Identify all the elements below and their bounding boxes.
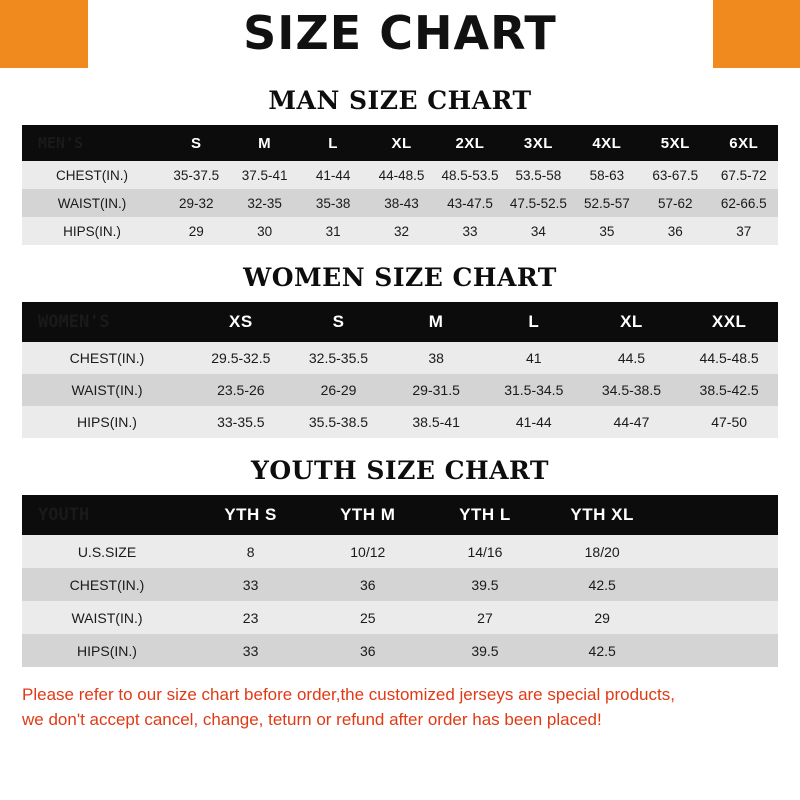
row-label: CHEST(IN.)	[22, 161, 162, 189]
table-cell: 43-47.5	[436, 189, 504, 217]
row-label: WAIST(IN.)	[22, 189, 162, 217]
table-cell: 44.5	[583, 342, 681, 374]
table-header-cell: S	[290, 302, 388, 342]
section-women	[0, 263, 800, 438]
table-cell	[661, 634, 778, 667]
table-cell: 35.5-38.5	[290, 406, 388, 438]
table-header-row	[22, 302, 778, 342]
row-label: WAIST(IN.)	[22, 374, 192, 406]
table-cell: 29.5-32.5	[192, 342, 290, 374]
table-header-cell: YTH S	[192, 495, 309, 535]
table-cell: 33	[436, 217, 504, 245]
table-cell: 58-63	[573, 161, 641, 189]
table-header-cell: YTH XL	[544, 495, 661, 535]
youth-size-table	[22, 495, 778, 667]
table-row	[22, 161, 778, 189]
table-row	[22, 535, 778, 568]
table-cell: 57-62	[641, 189, 709, 217]
table-cell: 38	[387, 342, 485, 374]
table-header-row	[22, 495, 778, 535]
table-cell: 41	[485, 342, 583, 374]
table-cell: 23.5-26	[192, 374, 290, 406]
table-header-cell: YTH L	[426, 495, 543, 535]
section-title-man: MAN SIZE CHART	[268, 86, 532, 115]
table-header-cell	[661, 495, 778, 535]
row-label: HIPS(IN.)	[22, 406, 192, 438]
table-cell: 10/12	[309, 535, 426, 568]
table-cell: 8	[192, 535, 309, 568]
table-header-cell: YOUTH	[22, 495, 192, 535]
row-label: CHEST(IN.)	[22, 342, 192, 374]
table-row	[22, 374, 778, 406]
table-cell: 14/16	[426, 535, 543, 568]
table-cell: 41-44	[299, 161, 367, 189]
row-label: WAIST(IN.)	[22, 601, 192, 634]
table-cell	[661, 601, 778, 634]
table-cell: 32	[367, 217, 435, 245]
note-line-2: we don't accept cancel, change, teturn or refund after order has been placed!	[22, 709, 602, 729]
table-row	[22, 634, 778, 667]
table-cell: 27	[426, 601, 543, 634]
table-cell: 52.5-57	[573, 189, 641, 217]
table-header-cell: XXL	[680, 302, 778, 342]
table-header-cell: WOMEN'S	[22, 302, 192, 342]
table-cell: 37.5-41	[230, 161, 298, 189]
table-cell: 25	[309, 601, 426, 634]
table-header-cell: L	[299, 125, 367, 161]
table-cell: 47.5-52.5	[504, 189, 572, 217]
table-header-cell: L	[485, 302, 583, 342]
table-cell: 42.5	[544, 634, 661, 667]
table-cell: 36	[641, 217, 709, 245]
men-size-table	[22, 125, 778, 245]
section-title-youth: YOUTH SIZE CHART	[251, 456, 549, 485]
table-header-cell: XS	[192, 302, 290, 342]
table-cell: 33	[192, 634, 309, 667]
page-title: SIZE CHART	[243, 5, 557, 60]
table-row	[22, 568, 778, 601]
table-cell	[661, 568, 778, 601]
table-cell	[661, 535, 778, 568]
table-cell: 26-29	[290, 374, 388, 406]
table-row	[22, 601, 778, 634]
table-cell: 33	[192, 568, 309, 601]
table-cell: 39.5	[426, 634, 543, 667]
order-policy-note	[22, 683, 778, 732]
table-cell: 44-47	[583, 406, 681, 438]
table-cell: 29	[544, 601, 661, 634]
table-cell: 67.5-72	[710, 161, 779, 189]
table-cell: 34	[504, 217, 572, 245]
table-cell: 44-48.5	[367, 161, 435, 189]
table-header-cell: M	[387, 302, 485, 342]
table-cell: 48.5-53.5	[436, 161, 504, 189]
table-row	[22, 189, 778, 217]
table-cell: 36	[309, 568, 426, 601]
table-cell: 36	[309, 634, 426, 667]
header-banner-inner	[88, 0, 713, 68]
section-title-women: WOMEN SIZE CHART	[243, 263, 557, 292]
table-cell: 41-44	[485, 406, 583, 438]
table-cell: 62-66.5	[710, 189, 779, 217]
table-header-cell: 6XL	[710, 125, 779, 161]
row-label: HIPS(IN.)	[22, 217, 162, 245]
table-header-cell: 3XL	[504, 125, 572, 161]
table-cell: 32-35	[230, 189, 298, 217]
table-header-cell: M	[230, 125, 298, 161]
table-cell: 23	[192, 601, 309, 634]
table-cell: 38-43	[367, 189, 435, 217]
table-cell: 29-31.5	[387, 374, 485, 406]
table-cell: 42.5	[544, 568, 661, 601]
table-cell: 33-35.5	[192, 406, 290, 438]
table-cell: 39.5	[426, 568, 543, 601]
table-cell: 18/20	[544, 535, 661, 568]
table-row	[22, 342, 778, 374]
women-size-table	[22, 302, 778, 438]
row-label: U.S.SIZE	[22, 535, 192, 568]
table-header-row	[22, 125, 778, 161]
table-header-cell: 2XL	[436, 125, 504, 161]
table-cell: 29	[162, 217, 230, 245]
section-youth	[0, 456, 800, 667]
row-label: HIPS(IN.)	[22, 634, 192, 667]
table-header-cell: 4XL	[573, 125, 641, 161]
table-cell: 30	[230, 217, 298, 245]
table-header-cell: 5XL	[641, 125, 709, 161]
table-header-cell: XL	[367, 125, 435, 161]
table-cell: 38.5-41	[387, 406, 485, 438]
table-cell: 34.5-38.5	[583, 374, 681, 406]
table-cell: 35-37.5	[162, 161, 230, 189]
table-cell: 53.5-58	[504, 161, 572, 189]
table-cell: 35	[573, 217, 641, 245]
table-cell: 63-67.5	[641, 161, 709, 189]
table-cell: 35-38	[299, 189, 367, 217]
header-banner	[0, 0, 800, 68]
table-row	[22, 406, 778, 438]
table-cell: 47-50	[680, 406, 778, 438]
table-cell: 29-32	[162, 189, 230, 217]
table-header-cell: S	[162, 125, 230, 161]
table-cell: 38.5-42.5	[680, 374, 778, 406]
table-cell: 32.5-35.5	[290, 342, 388, 374]
table-row	[22, 217, 778, 245]
table-header-cell: MEN'S	[22, 125, 162, 161]
table-cell: 31	[299, 217, 367, 245]
table-cell: 31.5-34.5	[485, 374, 583, 406]
table-cell: 44.5-48.5	[680, 342, 778, 374]
table-header-cell: YTH M	[309, 495, 426, 535]
note-line-1: Please refer to our size chart before order,the customized jerseys are special products,	[22, 685, 675, 704]
table-header-cell: XL	[583, 302, 681, 342]
table-cell: 37	[710, 217, 779, 245]
row-label: CHEST(IN.)	[22, 568, 192, 601]
section-man	[0, 86, 800, 245]
